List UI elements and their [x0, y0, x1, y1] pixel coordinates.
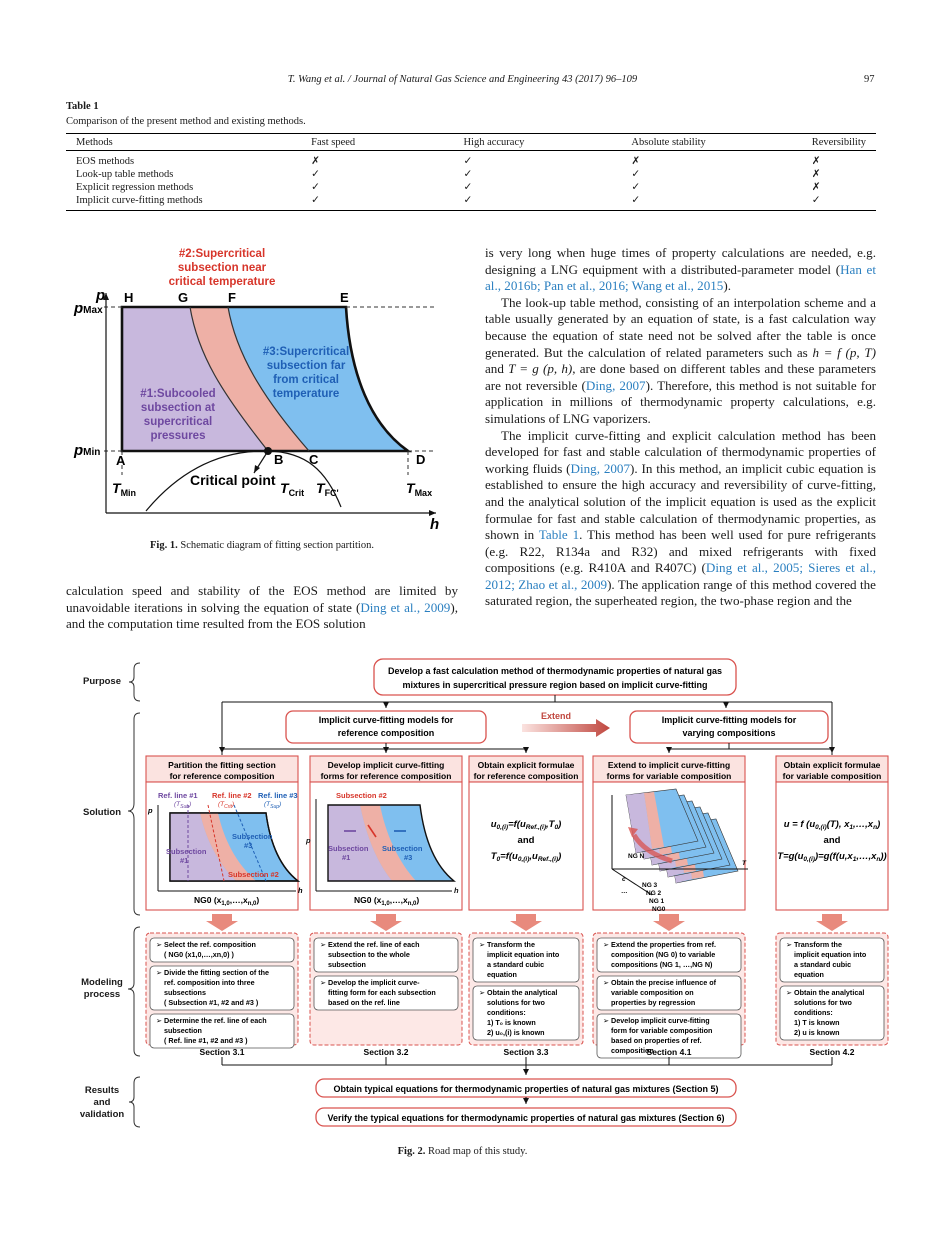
check-cell: ✗	[811, 182, 821, 193]
svg-text:subsection far: subsection far	[266, 360, 346, 372]
svg-text:reference composition: reference composition	[337, 728, 435, 738]
modeling-step-line: compositions (NG 1, …,NG N)	[611, 960, 713, 969]
svg-text:pressures: pressures	[150, 430, 206, 442]
fig2-caption-label: Fig. 2.	[397, 1146, 426, 1157]
modeling-step-line: ref. composition into three	[164, 978, 255, 987]
down-arrow	[653, 914, 685, 931]
modeling-step-line: a standard cubic	[487, 960, 545, 969]
svg-text:u = f (u0,(i)(T), x1,…,xn): u = f ($u_{0,(i)}(T)$, $x_1,\dots,x_n$)	[783, 819, 881, 831]
results-label-2: and	[93, 1097, 111, 1108]
modeling-step-line: ➢ Develop the implicit curve-	[320, 978, 420, 987]
table-row	[66, 151, 876, 169]
step-header-line: for reference composition	[169, 771, 275, 781]
check-cell: ✓	[463, 182, 473, 193]
svg-text:Implicit curve-fitting models: Implicit curve-fitting models for	[661, 715, 797, 725]
fig2-caption-text: Road map of this study.	[427, 1146, 528, 1157]
check-cell: ✗	[311, 156, 320, 167]
svg-text:NG N: NG N	[628, 853, 645, 860]
modeling-step-line: ➢ Obtain the analytical	[479, 988, 558, 997]
modeling-step-line: fitting form for each subsection	[328, 988, 436, 997]
modeling-step-line: properties by regression	[611, 998, 696, 1007]
extend-label: Extend	[540, 711, 572, 721]
step-header-line: Obtain explicit formulae	[783, 760, 881, 770]
svg-text:Ref. line #3: Ref. line #3	[258, 791, 298, 800]
svg-text:#3: #3	[404, 853, 413, 862]
step-header-line: Extend to implicit curve-fitting	[607, 760, 731, 770]
modeling-step-line: ➢ Obtain the precise influence of	[603, 978, 717, 987]
comparison-table	[66, 133, 876, 211]
svg-text:NG0 (x1,0,…,xn,0): NG0 $(x_{1,0},\dots,x_{n,0})$	[194, 895, 260, 907]
modeling-step-line: subsections	[164, 988, 206, 997]
pmax-label: pMax	[74, 300, 103, 317]
svg-text:varying compositions: varying compositions	[682, 728, 776, 738]
svg-text:Subsection: Subsection	[382, 844, 423, 853]
svg-text:#3:Supercritical: #3:Supercritical	[262, 346, 350, 358]
svg-text:(TSub): $(T_{Sub})$	[174, 801, 192, 810]
modeling-step-line: subsection	[328, 960, 366, 969]
fig2-caption	[0, 1146, 925, 1157]
svg-text:#1: #1	[342, 853, 351, 862]
svg-text:(TSup): $(T_{Sup})$	[264, 801, 282, 810]
step-header-line: forms for reference composition	[320, 771, 452, 781]
fig1-caption-text: Schematic diagram of fitting section partition.	[180, 540, 374, 551]
check-cell: ✓	[802, 194, 876, 211]
fig1-caption-label: Fig. 1.	[150, 540, 178, 551]
citation-link[interactable]: Ding et al., 2005; Sieres et al., 2012; Zhao et al., 2009	[485, 560, 876, 592]
modeling-step-line: ➢ Determine the ref. line of each	[156, 1016, 267, 1025]
point-D: D	[416, 452, 426, 467]
svg-text:c: c	[622, 876, 626, 883]
svg-text:…: …	[621, 888, 628, 895]
modeling-step-line: implicit equation into	[794, 950, 867, 959]
check-cell: ✗	[811, 169, 821, 180]
modeling-step-line: implicit equation into	[487, 950, 560, 959]
table-header-cell: Methods	[66, 134, 301, 151]
svg-text:Subsection: Subsection	[328, 844, 369, 853]
svg-text:Implicit curve-fitting models: Implicit curve-fitting models for	[318, 715, 454, 725]
modeling-step-line: based on properties of ref.	[611, 1036, 702, 1045]
point-C: C	[309, 452, 319, 467]
modeling-step-line: ➢ Extend the ref. line of each	[320, 940, 420, 949]
step-header-line: Partition the fitting section	[168, 760, 276, 770]
svg-text:T=g(u0,(i))=g(f(u,x1,…,xn)): $T=g(u_{0,(i)})=g(f(u,x_1,\dots,x_n))$	[777, 851, 887, 863]
citation-link[interactable]: Ding et al., 2009	[360, 599, 451, 615]
modeling-label-2: process	[83, 989, 121, 1000]
step-header-line: forms for variable composition	[606, 771, 732, 781]
modeling-step-line: ➢ Obtain the analytical	[786, 988, 865, 997]
modeling-step-line: subsection to the whole	[328, 950, 410, 959]
modeling-step-line: ( NG0 (x1,0,…,xn,0) )	[164, 950, 234, 959]
modeling-step-line: ➢ Divide the fitting section of the	[156, 968, 270, 977]
modeling-step-line: ➢ Transform the	[786, 940, 842, 949]
svg-text:NG0: NG0	[652, 906, 666, 913]
method-name-cell: EOS methods	[76, 156, 135, 167]
section-label: Section 3.1	[199, 1047, 245, 1057]
table-ref-link[interactable]: Table 1	[538, 527, 580, 543]
table-header-cell: Reversibility	[802, 134, 876, 151]
modeling-step-line: form for variable composition	[611, 1026, 713, 1035]
svg-text:and: and	[517, 835, 535, 846]
svg-text:u0,(i)=f(uRef.,(i),T0): $u_{0,(i)}=f(u_{Ref.,(i)},T_0)$	[490, 819, 562, 831]
results-label-1: Results	[84, 1085, 120, 1096]
svg-text:temperature: temperature	[272, 388, 340, 400]
svg-text:p: p	[148, 806, 153, 815]
step-panel	[469, 782, 583, 910]
check-cell: ✓	[453, 194, 621, 211]
fig2-roadmap	[66, 655, 887, 1133]
running-header: T. Wang et al. / Journal of Natural Gas Science and Engineering 43 (2017) 96–109	[287, 74, 638, 85]
svg-text:from critical: from critical	[273, 374, 339, 386]
check-cell: ✓	[311, 169, 320, 180]
solution-label: Solution	[83, 807, 121, 818]
modeling-step-line: conditions:	[794, 1008, 833, 1017]
step-header-line: Obtain explicit formulae	[477, 760, 575, 770]
down-arrow	[370, 914, 402, 931]
axis-p-label: p	[96, 287, 106, 304]
fig1-diagram	[66, 245, 446, 535]
check-cell: ✓	[463, 169, 473, 180]
t-crit-label: $T_{Crit}$	[280, 480, 305, 498]
modeling-step-line: based on the ref. line	[328, 998, 400, 1007]
point-A: A	[116, 453, 126, 468]
check-cell: ✗	[811, 156, 821, 167]
point-E: E	[340, 290, 349, 305]
svg-text:p: p	[306, 836, 311, 845]
point-F: F	[228, 290, 236, 305]
extend-arrow	[522, 719, 610, 737]
svg-text:#3: #3	[244, 841, 253, 850]
modeling-step-line: 1) T₀ is known	[487, 1018, 536, 1027]
table-row	[66, 168, 876, 181]
svg-text:NG 1: NG 1	[649, 898, 665, 905]
modeling-step-line: equation	[794, 970, 824, 979]
svg-text:NG 2: NG 2	[646, 890, 662, 897]
citation-link[interactable]: Han et al., 2016b; Pan et al., 2016; Wang et al., 2015	[485, 261, 877, 294]
fig1-caption	[66, 540, 458, 551]
check-cell: ✓	[631, 182, 641, 193]
table-header-row	[66, 134, 876, 151]
svg-text:critical temperature: critical temperature	[168, 276, 276, 288]
point-H: H	[124, 290, 134, 305]
modeling-step-line: 2) u is known	[794, 1028, 840, 1037]
modeling-step-line: ➢ Transform the	[479, 940, 535, 949]
axis-h-label: h	[430, 516, 440, 533]
modeling-panel	[146, 933, 298, 1057]
svg-text:#1: #1	[180, 856, 189, 865]
svg-text:and: and	[823, 835, 841, 846]
modeling-step-line: conditions:	[487, 1008, 526, 1017]
table-row	[66, 194, 876, 211]
svg-text:NG0 (x1,0,…,xn,0): NG0 $(x_{1,0},\dots,x_{n,0})$	[354, 895, 420, 907]
section-label: Section 3.2	[363, 1047, 409, 1057]
down-arrow	[510, 914, 542, 931]
modeling-step-line: ➢ Select the ref. composition	[156, 940, 256, 949]
check-cell: ✓	[311, 182, 320, 193]
modeling-step-line: ➢ Extend the properties from ref.	[603, 940, 717, 949]
point-B: B	[274, 452, 284, 467]
down-arrow	[206, 914, 238, 931]
svg-text:h: h	[454, 886, 459, 895]
t-min-label: $T_{Min}$	[112, 480, 137, 498]
down-arrow	[816, 914, 848, 931]
table-row	[66, 181, 876, 194]
svg-text:NG 3: NG 3	[642, 882, 658, 889]
results-label-3: validation	[79, 1109, 125, 1120]
svg-text:Subsection: Subsection	[232, 832, 273, 841]
method-name-cell: Explicit regression methods	[76, 182, 194, 193]
modeling-step-line: equation	[487, 970, 517, 979]
svg-text:Subsection: Subsection	[166, 847, 207, 856]
table-header-cell: High accuracy	[453, 134, 621, 151]
modeling-step-line: variable composition on	[611, 988, 694, 997]
modeling-step-line: solutions for two	[487, 998, 545, 1007]
step-header-line: Develop implicit curve-fitting	[327, 760, 445, 770]
svg-text:Ref. line #2: Ref. line #2	[212, 791, 252, 800]
section-label: Section 4.2	[809, 1047, 855, 1057]
t-fc-label: $T_{FC'}$	[316, 480, 339, 498]
svg-text:Subsection #2: Subsection #2	[336, 791, 387, 800]
point-G: G	[178, 290, 189, 305]
method-name-cell: Look-up table methods	[76, 169, 174, 180]
svg-text:(TCrit): $(T_{Crit})$	[218, 801, 235, 810]
modeling-step-line: 1) T is known	[794, 1018, 840, 1027]
right-column-text: is very long when huge times of property calculations are needed, e.g. designing a LNG equipment with a distributed-parameter model (Han et al., 2016b; Pan et al., 2016; Wang et al., 2015). The look-up table method, consisting of an interpolation scheme and a table usually generated by an equation of state, is a fast calculation way because the equation of state need not be solved after the table is once generated. But the calculation of related parameters such as h = f (p, T) and T = g (p, h), are done based on different tables and these parameters are not reversible (Ding, 2007). Therefore, this method is not suitable for application in millions of thermodynamic property calculations, e.g. simulations of LNG vaporizers. The implicit curve-fitting and explicit calculation method has been developed for fast and stable calculation of thermodynamic properties of working fluids (Ding, 2007). In this method, an implicit cubic equation is established to ensure the high accuracy and reversibility of curve-fitting, and the analytical solution of the implicit equation is used as the explicit formulae for fast and stable calculation of thermodynamic properties, as shown in Table 1. This method has been well used for pure refrigerants (e.g. R22, R134a and R32) and mixed refrigerants with fixed compositions (e.g. R410A and R407C) (Ding et al., 2005; Sieres et al., 2012; Zhao et al., 2009). The application range of this method covered the saturated region, the superheated region, the two-phase region and the	[485, 245, 877, 609]
svg-text:Subsection #2: Subsection #2	[228, 870, 279, 879]
modeling-step-line: 2) u₀,(i) is known	[487, 1028, 545, 1037]
modeling-panel	[310, 933, 462, 1057]
step-header-line: for reference composition	[473, 771, 579, 781]
svg-text:Ref. line #1: Ref. line #1	[158, 791, 198, 800]
purpose-label: Purpose	[82, 676, 122, 687]
page-number: 97	[864, 74, 875, 85]
modeling-step-line: a standard cubic	[794, 960, 852, 969]
result-text-1: Obtain typical equations for thermodynamic properties of natural gas mixtures (Section 5)	[333, 1084, 719, 1094]
table-caption: Comparison of the present method and existing methods.	[66, 116, 306, 127]
modeling-step-line: subsection	[164, 1026, 202, 1035]
table-label: Table 1	[66, 101, 99, 112]
modeling-panel	[593, 933, 745, 1058]
modeling-step-line: ➢ Develop implicit curve-fitting	[603, 1016, 710, 1025]
modeling-label-1: Modeling	[81, 977, 123, 988]
section-label: Section 3.3	[503, 1047, 549, 1057]
check-cell: ✓	[631, 169, 641, 180]
svg-text:#1:Subcooled: #1:Subcooled	[140, 388, 216, 400]
citation-link[interactable]: Ding, 2007	[570, 460, 631, 476]
t-max-label: $T_{Max}$	[406, 480, 433, 498]
modeling-step-line: solutions for two	[794, 998, 852, 1007]
modeling-panel	[776, 933, 888, 1057]
svg-text:T0=f(u0,(i),uRef.,(i)): $T_0=f(u_{0,(i)},u_{Ref.,(i)})$	[490, 851, 562, 863]
table-header-cell: Fast speed	[301, 134, 453, 151]
step-header-line: for variable composition	[782, 771, 882, 781]
result-text-2: Verify the typical equations for thermodynamic properties of natural gas mixtures (Section 6)	[327, 1113, 725, 1123]
svg-text:T: T	[742, 860, 746, 867]
pmin-label: pMin	[74, 442, 101, 459]
modeling-panel	[469, 933, 583, 1057]
svg-text:mixtures in supercritical pres: mixtures in supercritical pressure region based on implicit curve-fitting	[402, 680, 708, 690]
svg-text:Develop a fast calculation met: Develop a fast calculation method of thermodynamic properties of natural gas	[387, 666, 723, 676]
left-column-text: calculation speed and stability of the EOS method are limited by unavoidable iterations in solving the equation of state (Ding et al., 2009), and the computation time resulted from the EOS solution	[66, 583, 458, 632]
svg-text:supercritical: supercritical	[143, 416, 213, 428]
citation-link[interactable]: Ding, 2007	[585, 377, 646, 393]
table-header-cell: Absolute stability	[621, 134, 801, 151]
check-cell: ✓	[463, 156, 473, 167]
check-cell: ✓	[621, 194, 801, 211]
section-label: Section 4.1	[646, 1047, 692, 1057]
modeling-step-line: ( Ref. line #1, #2 and #3 )	[164, 1036, 248, 1045]
svg-text:h: h	[298, 886, 303, 895]
svg-text:#2:Supercritical: #2:Supercritical	[178, 248, 266, 260]
svg-text:subsection near: subsection near	[177, 262, 267, 274]
critical-point-label: Critical point	[190, 472, 276, 488]
step-panel	[776, 782, 888, 910]
method-name-cell: Implicit curve-fitting methods	[66, 194, 301, 211]
modeling-step-line: ( Subsection #1, #2 and #3 )	[164, 998, 259, 1007]
check-cell: ✓	[301, 194, 453, 211]
modeling-step-line: composition	[611, 1046, 654, 1055]
modeling-step-line: composition (NG 0) to variable	[611, 950, 716, 959]
subsection-2-label	[169, 248, 276, 288]
svg-text:subsection at: subsection at	[140, 402, 216, 414]
check-cell: ✗	[631, 156, 641, 167]
